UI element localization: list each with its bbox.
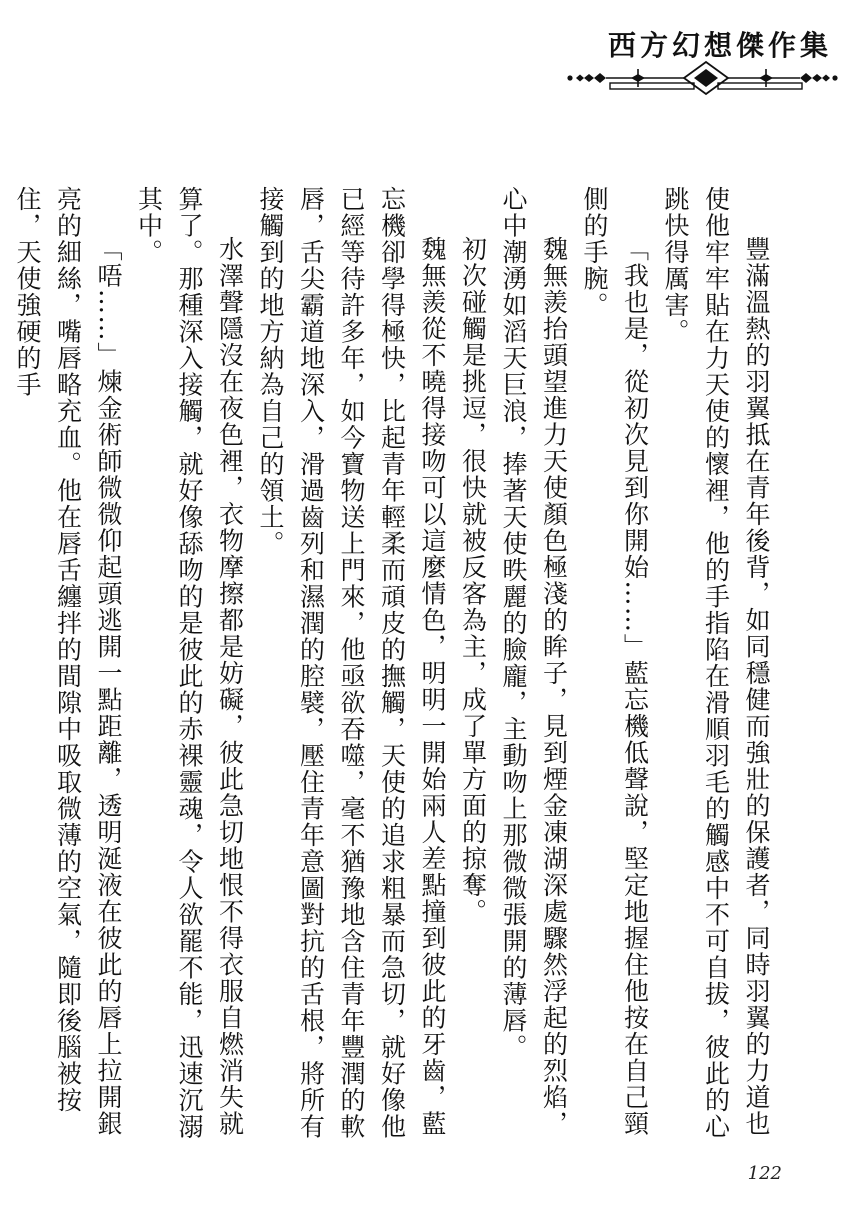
novel-body-text <box>13 186 776 1146</box>
paragraph: 初次碰觸是挑逗，很快就被反客為主，成了單方面的掠奪。 <box>458 236 488 925</box>
paragraph: 豐滿溫熱的羽翼抵在青年後背，如同穩健而強壯的保護者，同時羽翼的力道也使他牢牢貼在力天使的懷裡，他的手指陷在滑順羽毛的觸感中不可自拔，彼此的心跳快得厲害。 <box>661 186 771 1140</box>
diamond-ornament <box>566 58 838 98</box>
page-number: 122 <box>747 1163 782 1184</box>
paragraph: 「我也是，從初次見到你開始……」藍忘機低聲說，堅定地握住他按在自己頸側的手腕。 <box>580 186 650 1137</box>
paragraph: 魏無羨抬頭望進力天使顏色極淺的眸子，見到煙金凍湖深處驟然浮起的烈焰，心中潮湧如滔天巨浪，捧著天使昳麗的臉龐，主動吻上那微微張開的薄唇。 <box>499 186 569 1137</box>
book-title: 西方幻想傑作集 <box>607 29 832 62</box>
paragraph: 「唔……」煉金術師微微仰起頭逃開一點距離，透明涎液在彼此的唇上拉開銀亮的細絲，嘴唇略充血。他在唇舌纏拌的間隙中吸取微薄的空氣，隨即後腦被按住，天使強硬的手 <box>13 186 123 1137</box>
paragraph: 魏無羨從不曉得接吻可以這麼情色，明明一開始兩人差點撞到彼此的牙齒，藍忘機卻學得極快，比起青年輕柔而頑皮的撫觸，天使的追求粗暴而急切，就好像他已經等待許多年，如今寶物送上門來，他亟欲吞噬，毫不猶豫地含住青年豐潤的軟唇，舌尖霸道地深入，滑過齒列和濕潤的腔襞，壓住青年意圖對抗的舌根，將所有接觸到的地方納為自己的領土。 <box>256 186 447 1140</box>
paragraph: 水澤聲隱沒在夜色裡，衣物摩擦都是妨礙，彼此急切地恨不得衣服自燃消失就算了。那種深入接觸，就好像舔吻的是彼此的赤裸靈魂，令人欲罷不能，迅速沉溺其中。 <box>134 186 245 1140</box>
